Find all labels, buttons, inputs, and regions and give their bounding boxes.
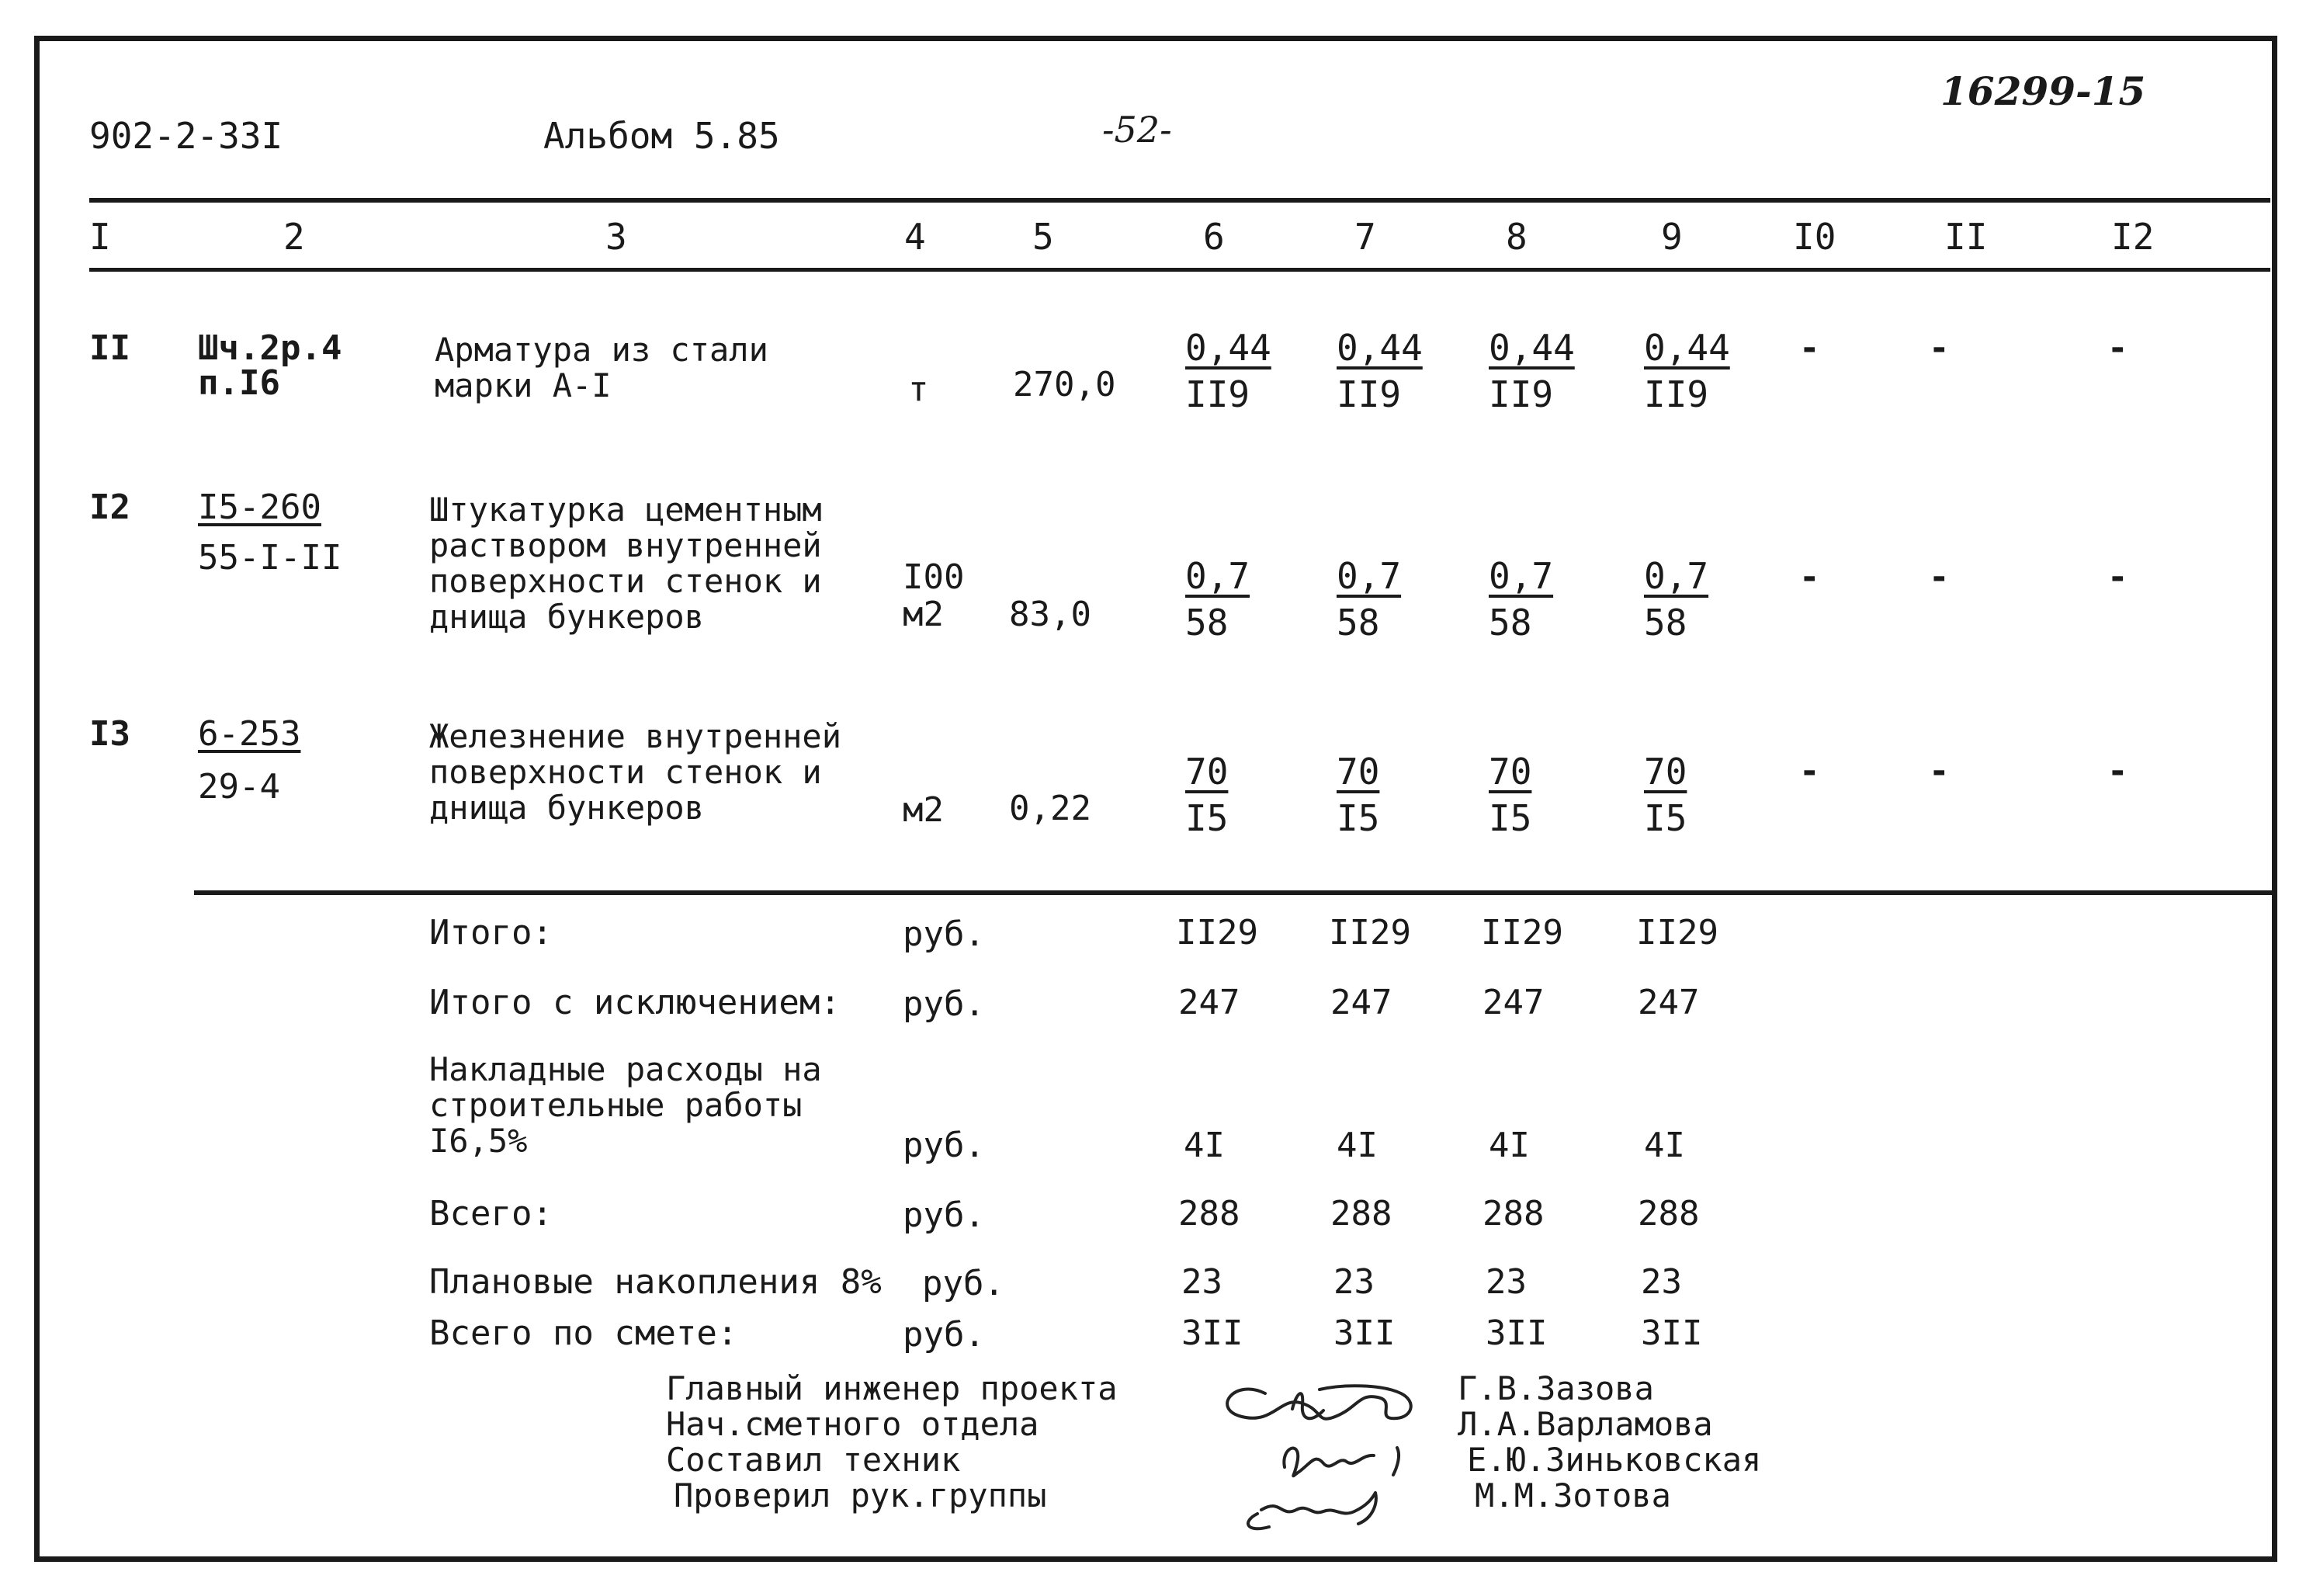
total-value: 3II xyxy=(1641,1313,1703,1353)
total-label: строительные работы xyxy=(429,1086,803,1124)
value-fraction: $\frac{0,7}{58}$ xyxy=(1337,555,1402,644)
work-description-line: раствором внутренней xyxy=(429,526,822,564)
work-description-line: Железнение внутренней xyxy=(429,717,842,755)
column-number: 3 xyxy=(605,216,627,258)
work-description-line: поверхности стенок и xyxy=(429,562,822,600)
value-fraction: $\frac{70}{I5}$ xyxy=(1185,751,1229,839)
empty-dash: - xyxy=(1799,557,1820,597)
empty-dash: - xyxy=(2107,557,2128,597)
unit: т xyxy=(908,370,929,409)
total-value: 288 xyxy=(1178,1194,1240,1233)
page-frame xyxy=(34,36,2277,1562)
column-number: I2 xyxy=(2111,216,2155,258)
column-number: I0 xyxy=(1793,216,1836,258)
column-number: 9 xyxy=(1661,216,1683,258)
empty-dash: - xyxy=(1929,557,1950,597)
norm-reference: 6-253 xyxy=(198,714,301,754)
value-fraction: $\frac{0,44}{II9}$ xyxy=(1644,327,1730,415)
total-label: Всего по смете: xyxy=(429,1313,738,1353)
work-description-line: марки А-I xyxy=(435,366,612,404)
totals-separator-rule xyxy=(194,890,2274,895)
total-value: 247 xyxy=(1178,983,1240,1022)
total-unit: руб. xyxy=(903,914,985,954)
total-label: Накладные расходы на xyxy=(429,1050,822,1088)
total-value: 3II xyxy=(1181,1313,1243,1353)
value-fraction: $\frac{0,44}{II9}$ xyxy=(1337,327,1423,415)
unit: м2 xyxy=(903,790,944,830)
unit-quantity: I00 xyxy=(903,557,965,597)
handwritten-signature-icon xyxy=(1164,1362,1459,1537)
total-value: 4I xyxy=(1337,1126,1378,1165)
norm-reference: Шч.2р.4 xyxy=(198,328,342,368)
empty-dash: - xyxy=(1799,328,1820,368)
norm-reference-item: п.I6 xyxy=(198,363,280,403)
norm-reference-item: 55-I-II xyxy=(198,538,342,578)
column-number: 2 xyxy=(283,216,305,258)
column-number: II xyxy=(1944,216,1988,258)
empty-dash: - xyxy=(1929,328,1950,368)
total-value: 23 xyxy=(1486,1262,1527,1302)
column-number: 4 xyxy=(904,216,926,258)
total-unit: руб. xyxy=(922,1264,1004,1303)
work-description-line: Арматура из стали xyxy=(435,331,768,369)
total-value: 23 xyxy=(1641,1262,1682,1302)
signatory-name: Г.В.Зазова xyxy=(1458,1369,1654,1407)
total-value: II29 xyxy=(1329,913,1411,952)
signature-role: Нач.сметного отдела xyxy=(666,1405,1039,1443)
total-value: 288 xyxy=(1638,1194,1700,1233)
value-fraction: $\frac{70}{I5}$ xyxy=(1644,751,1687,839)
total-value: 247 xyxy=(1330,983,1392,1022)
total-value: 3II xyxy=(1486,1313,1548,1353)
unit-price: 270,0 xyxy=(1013,365,1116,404)
value-fraction: $\frac{70}{I5}$ xyxy=(1337,751,1380,839)
total-value: II29 xyxy=(1176,913,1258,952)
column-number: 7 xyxy=(1354,216,1376,258)
total-value: 288 xyxy=(1330,1194,1392,1233)
signature-role: Проверил рук.группы xyxy=(674,1476,1047,1514)
value-fraction: $\frac{0,44}{II9}$ xyxy=(1489,327,1575,415)
total-label: I6,5% xyxy=(429,1122,528,1160)
unit-price: 0,22 xyxy=(1009,789,1091,828)
norm-reference: I5-260 xyxy=(198,487,321,527)
empty-dash: - xyxy=(2107,751,2128,791)
archive-stamp-number: 16299-15 xyxy=(1940,68,2146,114)
value-fraction: $\frac{0,7}{58}$ xyxy=(1644,555,1709,644)
column-number: 5 xyxy=(1032,216,1054,258)
total-value: 288 xyxy=(1483,1194,1545,1233)
total-value: 3II xyxy=(1333,1313,1396,1353)
work-description-line: поверхности стенок и xyxy=(429,753,822,791)
signature-role: Главный инженер проекта xyxy=(666,1369,1118,1407)
document-code: 902-2-33I xyxy=(89,115,283,157)
row-number: I2 xyxy=(89,487,130,527)
work-description-line: Штукатурка цементным xyxy=(429,491,822,529)
total-value: 4I xyxy=(1184,1126,1225,1165)
total-value: 23 xyxy=(1333,1262,1375,1302)
total-value: 4I xyxy=(1644,1126,1685,1165)
work-description-line: днища бункеров xyxy=(429,598,705,636)
total-value: 247 xyxy=(1483,983,1545,1022)
total-unit: руб. xyxy=(903,984,985,1024)
column-number: 6 xyxy=(1203,216,1225,258)
column-number: I xyxy=(89,216,111,258)
album-label: Альбом 5.85 xyxy=(543,115,780,157)
row-number: II xyxy=(89,328,130,368)
unit-price: 83,0 xyxy=(1009,595,1091,634)
total-label: Всего: xyxy=(429,1194,553,1233)
unit: м2 xyxy=(903,595,944,634)
total-unit: руб. xyxy=(903,1126,985,1165)
empty-dash: - xyxy=(2107,328,2128,368)
header-bottom-rule xyxy=(89,268,2270,272)
header-top-rule xyxy=(89,198,2270,203)
page-number: -52- xyxy=(1102,109,1172,151)
norm-reference-item: 29-4 xyxy=(198,767,280,807)
total-label: Плановые накопления 8% xyxy=(429,1262,882,1302)
total-unit: руб. xyxy=(903,1195,985,1235)
total-value: II29 xyxy=(1636,913,1718,952)
signatory-name: Е.Ю.Зиньковская xyxy=(1467,1441,1762,1479)
total-label: Итого: xyxy=(429,913,553,952)
empty-dash: - xyxy=(1799,751,1820,791)
value-fraction: $\frac{70}{I5}$ xyxy=(1489,751,1532,839)
total-value: 23 xyxy=(1181,1262,1222,1302)
value-fraction: $\frac{0,7}{58}$ xyxy=(1489,555,1554,644)
total-unit: руб. xyxy=(903,1315,985,1355)
empty-dash: - xyxy=(1929,751,1950,791)
signatory-name: Л.А.Варламова xyxy=(1458,1405,1713,1443)
column-number: 8 xyxy=(1506,216,1528,258)
value-fraction: $\frac{0,7}{58}$ xyxy=(1185,555,1250,644)
row-number: I3 xyxy=(89,714,130,754)
total-value: II29 xyxy=(1481,913,1563,952)
signatory-name: М.М.Зотова xyxy=(1475,1476,1671,1514)
value-fraction: $\frac{0,44}{II9}$ xyxy=(1185,327,1271,415)
total-value: 4I xyxy=(1489,1126,1530,1165)
signature-role: Составил техник xyxy=(666,1441,961,1479)
total-label: Итого с исключением: xyxy=(429,983,841,1022)
total-value: 247 xyxy=(1638,983,1700,1022)
work-description-line: днища бункеров xyxy=(429,789,705,827)
